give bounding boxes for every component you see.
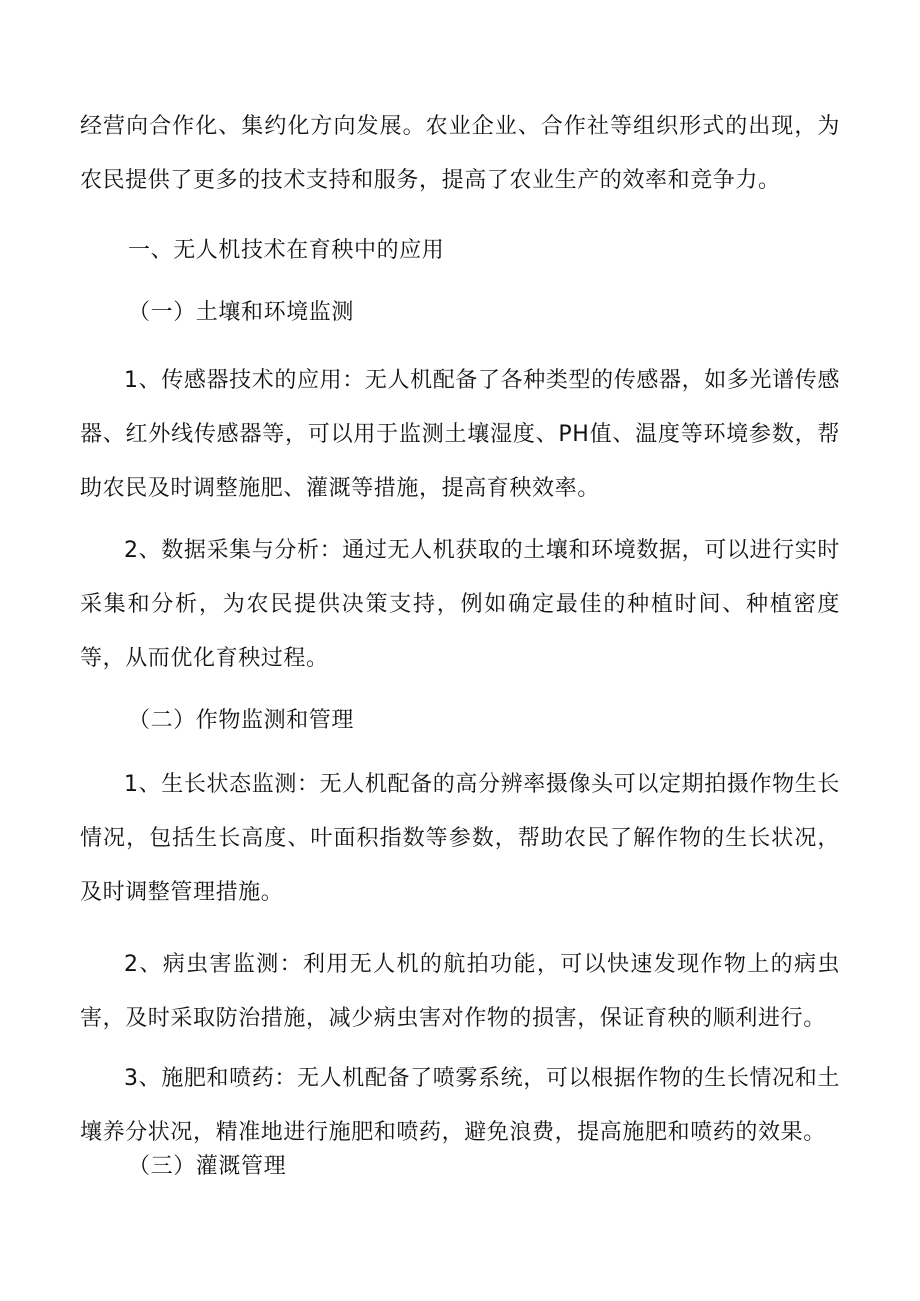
section-heading: 一、无人机技术在育秧中的应用 [128, 238, 445, 263]
paragraph-sensor-technology: 1、传感器技术的应用：无人机配备了各种类型的传感器，如多光谱传感器、红外线传感器等，可以用于监测土壤湿度、PH值、温度等环境参数，帮助农民及时调整施肥、灌溉等措施，提高育秧效率。 [80, 368, 840, 501]
subsection-heading-1: （一）土壤和环境监测 [128, 300, 355, 325]
paragraph-pest-monitoring: 2、病虫害监测：利用无人机的航拍功能，可以快速发现作物上的病虫害，及时采取防治措施，减少病虫害对作物的损害，保证育秧的顺利进行。 [80, 952, 840, 1031]
subsection-heading-3: （三）灌溉管理 [128, 1154, 287, 1179]
paragraph-fertilizing-spraying: 3、施肥和喷药：无人机配备了喷雾系统，可以根据作物的生长情况和土壤养分状况，精准地进行施肥和喷药，避免浪费，提高施肥和喷药的效果。 [80, 1066, 840, 1145]
intro-paragraph: 经营向合作化、集约化方向发展。农业企业、合作社等组织形式的出现，为农民提供了更多的技术支持和服务，提高了农业生产的效率和竞争力。 [80, 114, 840, 193]
paragraph-growth-monitoring: 1、生长状态监测：无人机配备的高分辨率摄像头可以定期拍摄作物生长情况，包括生长高度、叶面积指数等参数，帮助农民了解作物的生长状况，及时调整管理措施。 [80, 772, 840, 905]
subsection-heading-2: （二）作物监测和管理 [128, 708, 355, 733]
paragraph-data-collection: 2、数据采集与分析：通过无人机获取的土壤和环境数据，可以进行实时采集和分析，为农民提供决策支持，例如确定最佳的种植时间、种植密度等，从而优化育秧过程。 [80, 538, 840, 671]
